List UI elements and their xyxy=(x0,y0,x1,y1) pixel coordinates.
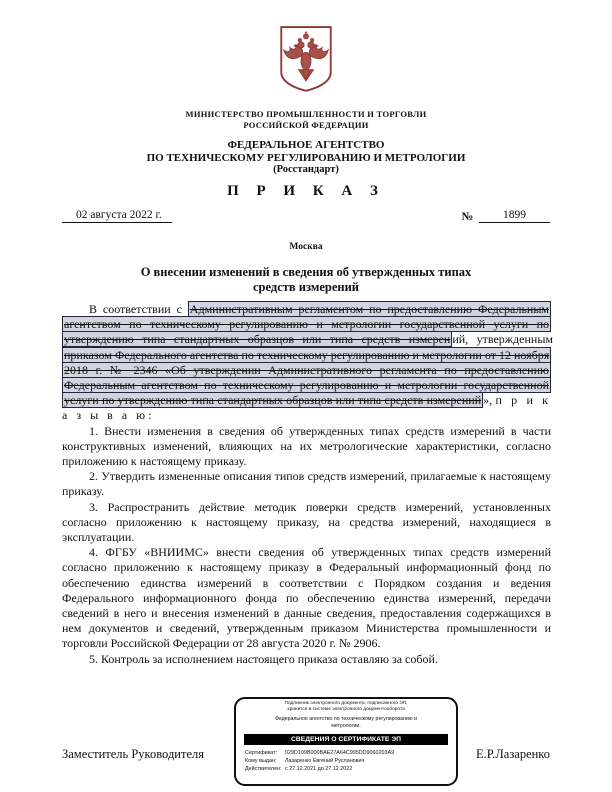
issue-city: Москва xyxy=(289,242,323,252)
certificate-value: 029D109B000BAE27A64C995DD9060203A9 xyxy=(285,750,395,757)
order-number: 1899 xyxy=(479,209,550,223)
stamp-original-line2: хранится в системе электронного документооборота xyxy=(287,707,405,712)
certificate-row xyxy=(245,749,456,757)
intro-plain-1: В соответствии с xyxy=(89,302,188,316)
stamp-certificate-details xyxy=(245,749,456,773)
ministry-line1: МИНИСТЕРСТВО ПРОМЫШЛЕННОСТИ И ТОРГОВЛИ xyxy=(185,109,427,119)
issued-to-row xyxy=(245,757,456,765)
stamp-org-line2: метрологии. xyxy=(331,722,361,729)
signer-name: Е.Р.Лазаренко xyxy=(476,747,550,761)
order-title xyxy=(62,265,550,295)
order-number-group xyxy=(461,209,550,223)
signer-position: Заместитель Руководителя xyxy=(62,747,204,761)
intro-plain-2: ий, утвержденным xyxy=(452,332,553,347)
struck-text-1: Административным регламентом по предоставлению Федеральным агентством по техническому регулированию и метрологии государственной услуги по утверждению типа стандартных образцов или типа средств измерен xyxy=(64,302,549,347)
ministry-name xyxy=(0,109,612,130)
issued-to-value: Лазаренко Евгений Русланович xyxy=(285,758,365,765)
ministry-line2: РОССИЙСКОЙ ФЕДЕРАЦИИ xyxy=(243,119,369,130)
stamp-certificate-header: СВЕДЕНИЯ О СЕРТИФИКАТЕ ЭП xyxy=(244,734,448,746)
issued-to-label: Кому выдан: xyxy=(245,758,277,765)
stamp-original-line1: Подлинник электронного документа, подписанного ЭП, xyxy=(284,701,408,706)
document-header xyxy=(0,24,612,177)
order-item-1: 1. Внести изменения в сведения об утвержденных типах средств измерений в части конструктивных изменений, влияющих на их метрологические характеристики, согласно приложению к настоящему приказу. xyxy=(62,423,551,469)
intro-plain-3: », xyxy=(483,393,496,408)
agency-name xyxy=(0,139,612,177)
order-item-5: 5. Контроль за исполнением настоящего приказа оставляю за собой. xyxy=(89,651,438,666)
validity-value: с 27.12.2021 до 27.12.2022 xyxy=(285,766,353,773)
order-date: 02 августа 2022 г. xyxy=(62,209,172,223)
certificate-label: Сертификат: xyxy=(245,750,278,757)
coat-of-arms-russia-icon xyxy=(275,24,337,97)
e-signature-stamp xyxy=(234,697,458,786)
order-item-4: 4. ФГБУ «ВНИИМС» внести сведения об утвержденных типах средств измерений согласно приложению к настоящему приказу в Федеральный информационный фонд по обеспечению единства измерений в соответствии с Порядком создания и ведения Федерального информационного фонда по обеспечению единства измерений, передачи сведений в него и внесения изменений в данные сведения, предоставления содержащихся в нем документов и сведений, утвержденным приказом Министерства промышленности и торговли Российской Федерации от 28 августа 2020 г. № 2906. xyxy=(62,545,551,651)
ordain-word: п р и к а з ы в а ю: xyxy=(62,393,551,423)
stamp-organization xyxy=(236,716,456,730)
order-title-line1: О внесении изменений в сведения об утвержденных типах xyxy=(140,265,472,279)
validity-label: Действителен: xyxy=(245,766,282,773)
agency-line2: ПО ТЕХНИЧЕСКОМУ РЕГУЛИРОВАНИЮ И МЕТРОЛОГИИ xyxy=(146,151,466,164)
agency-short-name: (Росстандарт) xyxy=(273,164,339,175)
order-item-2: 2. Утвердить измененные описания типов средств измерений, прилагаемые к настоящему приказу. xyxy=(62,469,551,499)
order-title-line2: средств измерений xyxy=(253,280,359,294)
agency-line1: ФЕДЕРАЛЬНОЕ АГЕНТСТВО xyxy=(227,139,385,151)
intro-paragraph xyxy=(62,302,551,424)
stamp-org-line1: Федеральное агентство по техническому регулированию и xyxy=(275,716,417,722)
order-body xyxy=(62,302,551,667)
struck-text-2: приказом Федерального агентства по техническому регулированию и метрологии от 12 ноября 2018 г. № 2346 «Об утверждении Административного регламента по предоставлению Федеральным агентством по техническому регулированию и метрологии государственной услуги по утверждению типа стандартных образцов или типа средств измерений xyxy=(64,347,550,408)
number-sign: № xyxy=(461,211,473,223)
validity-row xyxy=(245,765,456,773)
document-type-heading: П Р И К А З xyxy=(227,183,385,199)
date-number-row xyxy=(62,209,550,223)
order-item-3: 3. Распространить действие методик поверки средств измерений, установленных согласно приложению к настоящему приказу, на средства измерений, находящиеся в эксплуатации. xyxy=(62,499,551,545)
